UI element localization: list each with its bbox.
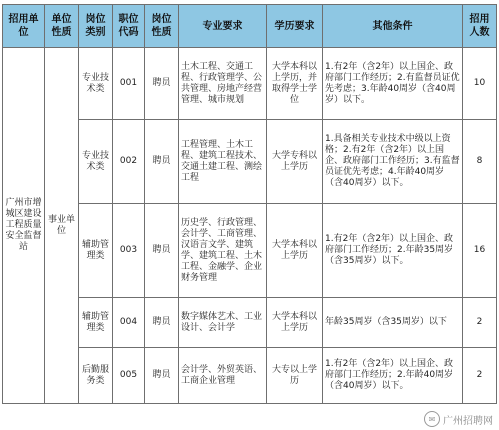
position-type-cell: 聘员 [145, 48, 179, 120]
count-cell: 16 [463, 204, 497, 298]
wechat-icon: ✉ [424, 411, 440, 427]
major-cell: 历史学、行政管理、会计学、工商管理、汉语言文学、建筑学、建筑工程、土木工程、金融学、企业财务管理 [179, 204, 267, 298]
category-cell: 辅助管理类 [79, 298, 113, 348]
major-cell: 数字媒体艺术、工业设计、会计学 [179, 298, 267, 348]
conditions-cell: 1.有2年（含2年）以上国企、政府部门工作经历；2.年龄40周岁（含40周岁）以下。 [323, 348, 463, 404]
header-code: 职位代码 [113, 5, 145, 48]
category-cell: 辅助管理类 [79, 204, 113, 298]
header-row [3, 5, 497, 48]
position-type-cell: 聘员 [145, 204, 179, 298]
education-cell: 大专以上学历 [267, 348, 323, 404]
header-count: 招用人数 [463, 5, 497, 48]
conditions-cell: 1.有2年（含2年）以上国企、政府部门工作经历；2.年龄35周岁（含35周岁）以下。 [323, 204, 463, 298]
code-cell: 005 [113, 348, 145, 404]
recruitment-table [2, 4, 497, 404]
code-cell: 003 [113, 204, 145, 298]
watermark [424, 411, 493, 427]
nature-cell: 事业单位 [45, 48, 79, 404]
header-category: 岗位类别 [79, 5, 113, 48]
position-type-cell: 聘员 [145, 120, 179, 204]
header-major: 专业要求 [179, 5, 267, 48]
education-cell: 大学本科以上学历 [267, 298, 323, 348]
education-cell: 大学本科以上学历，并取得学士学位 [267, 48, 323, 120]
header-nature: 单位性质 [45, 5, 79, 48]
major-cell: 工程管理、土木工程、建筑工程技术、交通土建工程、测绘工程 [179, 120, 267, 204]
conditions-cell: 1.有2年（含2年）以上国企、政府部门工作经历；2.有监督员证优先考虑；3.年龄40周岁（含40周岁）以下。 [323, 48, 463, 120]
header-conditions: 其他条件 [323, 5, 463, 48]
category-cell: 专业技术类 [79, 48, 113, 120]
code-cell: 002 [113, 120, 145, 204]
position-type-cell: 聘员 [145, 348, 179, 404]
major-cell: 会计学、外贸英语、工商企业管理 [179, 348, 267, 404]
header-position-type: 岗位性质 [145, 5, 179, 48]
table-row [3, 48, 497, 120]
code-cell: 004 [113, 298, 145, 348]
conditions-cell: 1.具备相关专业技术中级以上资格；2.有2年（含2年）以上国企、政府部门工作经历；3.有监督员证优先考虑；4.年龄40周岁（含40周岁）以下。 [323, 120, 463, 204]
category-cell: 后勤服务类 [79, 348, 113, 404]
major-cell: 土木工程、交通工程、行政管理学、公共管理、房地产经营管理、城市规划 [179, 48, 267, 120]
count-cell: 2 [463, 348, 497, 404]
header-education: 学历要求 [267, 5, 323, 48]
watermark-text: 广州招聘网 [443, 415, 493, 427]
count-cell: 8 [463, 120, 497, 204]
unit-cell: 广州市增城区建设工程质量安全监督站 [3, 48, 45, 404]
count-cell: 10 [463, 48, 497, 120]
education-cell: 大学专科以上学历 [267, 120, 323, 204]
conditions-cell: 年龄35周岁（含35周岁）以下 [323, 298, 463, 348]
category-cell: 专业技术类 [79, 120, 113, 204]
code-cell: 001 [113, 48, 145, 120]
education-cell: 大学本科以上学历 [267, 204, 323, 298]
header-unit: 招用单位 [3, 5, 45, 48]
position-type-cell: 聘员 [145, 298, 179, 348]
count-cell: 2 [463, 298, 497, 348]
